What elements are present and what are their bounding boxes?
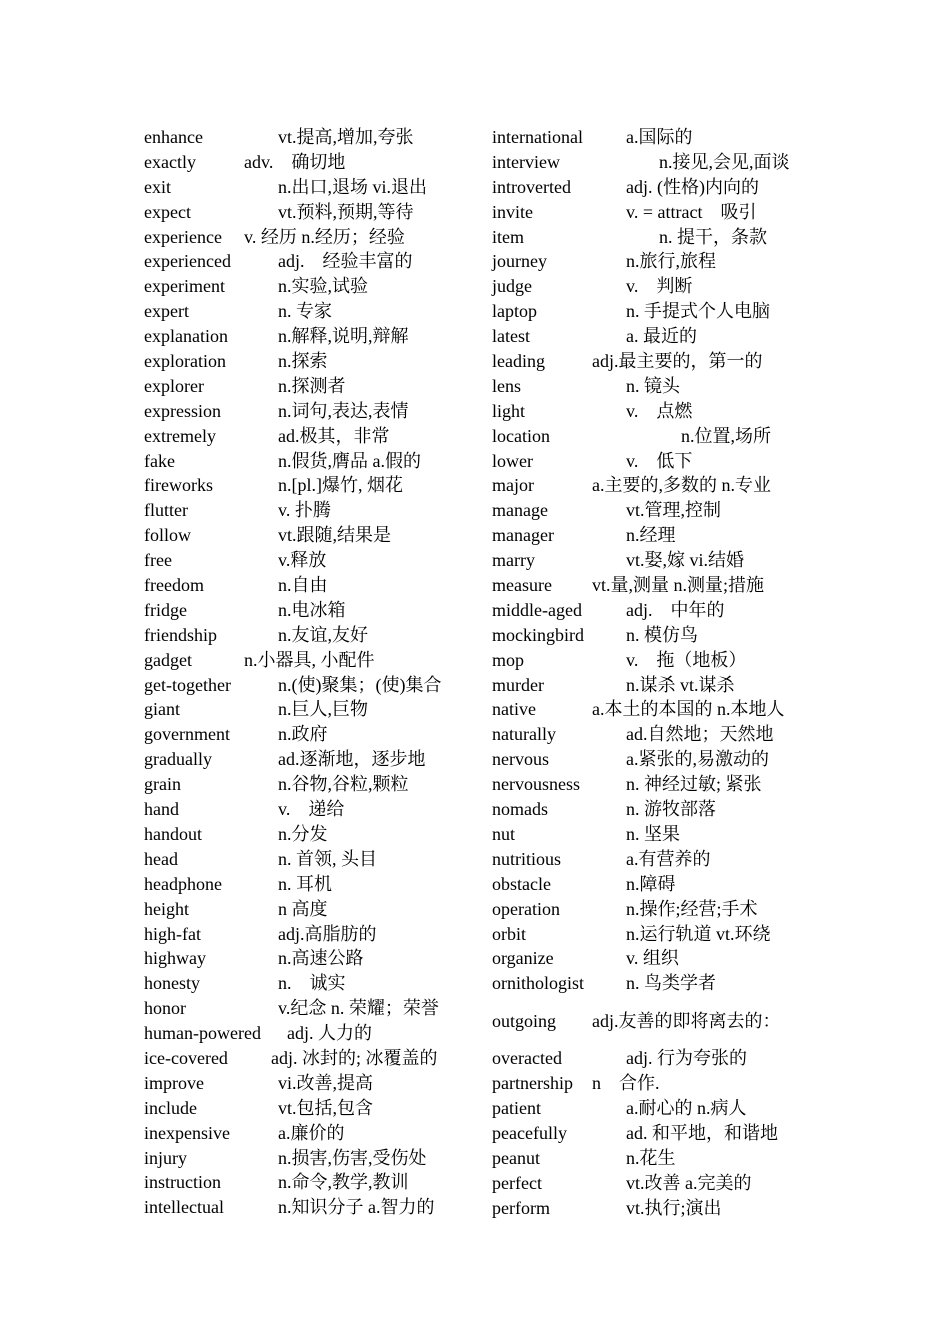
vocab-entry — [144, 946, 464, 971]
entry-definition: n.解释,说明,辩解 — [278, 326, 409, 347]
entry-definition: n.命令,教学,教训 — [278, 1172, 409, 1193]
vocab-entry — [144, 249, 464, 274]
entry-word: honor — [144, 998, 186, 1019]
entry-word: handout — [144, 823, 202, 844]
entry-word: native — [492, 699, 536, 720]
entry-word: lens — [492, 375, 521, 396]
entry-definition: n.友谊,友好 — [278, 624, 368, 645]
entry-definition: v. 扑腾 — [278, 500, 331, 521]
entry-word: judge — [492, 276, 532, 297]
vocab-entry — [144, 399, 464, 424]
entry-definition: n. 神经过敏; 紧张 — [626, 774, 762, 795]
entry-definition: vt.跟随,结果是 — [278, 525, 392, 546]
vocab-entry — [144, 996, 464, 1021]
vocab-entry — [492, 349, 812, 374]
entry-word: light — [492, 400, 526, 421]
entry-word: international — [492, 127, 583, 147]
entry-definition: n. 模仿鸟 — [626, 624, 698, 645]
entry-word: hand — [144, 799, 179, 820]
entry-definition: n.花生 — [626, 1147, 676, 1168]
vocab-entry — [144, 424, 464, 449]
entry-word: grain — [144, 774, 181, 795]
vocab-entry — [492, 200, 812, 225]
entry-definition: vt.包括,包含 — [278, 1097, 374, 1118]
entry-definition: n.巨人,巨物 — [278, 699, 368, 720]
entry-word: explanation — [144, 326, 228, 347]
vocab-entry — [144, 150, 464, 175]
vocab-entry — [144, 473, 464, 498]
vocab-entry — [492, 797, 812, 822]
vocab-entry — [492, 473, 812, 498]
vocab-entry — [492, 1121, 812, 1146]
entry-definition: n.自由 — [278, 575, 328, 596]
vocab-entry — [492, 971, 812, 996]
vocab-entry — [144, 498, 464, 523]
vocab-entry — [492, 125, 812, 150]
entry-definition: n.出口,退场 vi.退出 — [278, 176, 428, 197]
vocab-entry — [492, 1146, 812, 1171]
vocab-entry — [492, 1071, 812, 1096]
vocab-entry — [492, 747, 812, 772]
vocab-entry — [492, 822, 812, 847]
entry-definition: n. 鸟类学者 — [626, 973, 716, 994]
vocab-entry — [144, 1170, 464, 1195]
entry-word: expect — [144, 201, 191, 222]
entry-definition: n.探索 — [278, 351, 328, 372]
entry-word: exit — [144, 176, 171, 197]
entry-definition: adj. 经验丰富的 — [278, 251, 413, 272]
entry-word: nomads — [492, 799, 548, 820]
entry-word: friendship — [144, 624, 217, 645]
vocab-entry — [144, 747, 464, 772]
entry-definition: vt.管理,控制 — [626, 500, 722, 521]
vocab-entry — [144, 1046, 464, 1071]
entry-definition: n 高度 — [278, 898, 328, 919]
entry-word: experiment — [144, 276, 225, 297]
entry-word: free — [144, 550, 172, 571]
entry-definition: vt.提高,增加,夸张 — [278, 127, 414, 147]
entry-word: include — [144, 1097, 197, 1118]
entry-definition: adj. (性格)内向的 — [626, 176, 759, 197]
entry-definition: ad.极其，非常 — [278, 425, 390, 446]
entry-word: explorer — [144, 375, 204, 396]
vocab-entry — [492, 1046, 812, 1071]
vocab-entry — [144, 274, 464, 299]
entry-word: location — [492, 425, 550, 446]
entry-definition: n.操作;经营;手术 — [626, 898, 758, 919]
entry-definition: adj. 行为夸张的 — [626, 1048, 747, 1069]
vocab-entry — [492, 523, 812, 548]
entry-definition: n.接见,会见,面谈 — [659, 151, 790, 172]
vocab-entry — [492, 1196, 812, 1221]
entry-word: nut — [492, 823, 516, 844]
vocab-entry — [144, 200, 464, 225]
entry-definition: n. 坚果 — [626, 823, 680, 844]
entry-word: government — [144, 724, 230, 745]
entry-definition: n. 提干，条款 — [659, 226, 767, 247]
entry-word: mockingbird — [492, 624, 584, 645]
entry-word: highway — [144, 948, 206, 969]
entry-word: latest — [492, 326, 530, 347]
entry-definition: n.假货,膺品 a.假的 — [278, 450, 421, 471]
entry-word: human-powered — [144, 1023, 261, 1044]
entry-word: instruction — [144, 1172, 221, 1193]
entry-definition: vt.量,测量 n.测量;措施 — [592, 575, 765, 596]
entry-definition: n.政府 — [278, 724, 328, 745]
entry-word: get-together — [144, 674, 231, 695]
vocab-entry — [144, 697, 464, 722]
vocab-entry — [492, 399, 812, 424]
entry-definition: v.释放 — [278, 550, 327, 571]
vocab-entry — [144, 922, 464, 947]
entry-definition: adj.最主要的，第一的 — [592, 351, 763, 372]
entry-definition: adv. 确切地 — [244, 151, 346, 172]
entry-definition: n.损害,伤害,受伤处 — [278, 1147, 427, 1168]
entry-word: improve — [144, 1072, 204, 1093]
vocab-entry — [144, 897, 464, 922]
entry-word: expert — [144, 301, 189, 322]
entry-word: outgoing — [492, 1011, 557, 1032]
entry-word: middle-aged — [492, 599, 582, 620]
entry-definition: a.有营养的 — [626, 848, 711, 869]
vocab-entry — [492, 996, 812, 1046]
entry-definition: n.高速公路 — [278, 948, 364, 969]
entry-definition: a.廉价的 — [278, 1122, 345, 1143]
entry-definition: a.主要的,多数的 n.专业 — [592, 475, 771, 496]
vocab-entry — [492, 623, 812, 648]
entry-word: exploration — [144, 351, 226, 372]
vocab-entry — [492, 150, 812, 175]
entry-word: partnership — [492, 1073, 573, 1094]
entry-word: manage — [492, 500, 548, 521]
vocab-entry — [144, 299, 464, 324]
entry-definition: v. 拖（地板） — [626, 649, 747, 670]
entry-definition: n.分发 — [278, 823, 328, 844]
entry-word: freedom — [144, 575, 204, 596]
entry-word: manager — [492, 525, 554, 546]
vocab-entry — [492, 249, 812, 274]
entry-word: leading — [492, 351, 545, 372]
vocab-entry — [144, 847, 464, 872]
entry-word: fridge — [144, 599, 187, 620]
entry-definition: adj. 冰封的; 冰覆盖的 — [271, 1047, 438, 1068]
vocab-entry — [492, 175, 812, 200]
entry-definition: n.小器具, 小配件 — [244, 649, 375, 670]
vocab-entry — [144, 971, 464, 996]
vocab-entry — [492, 573, 812, 598]
entry-definition: n.(使)聚集；(使)集合 — [278, 674, 442, 695]
entry-word: headphone — [144, 873, 222, 894]
vocab-entry — [492, 1171, 812, 1196]
vocab-entry — [144, 349, 464, 374]
entry-definition: n.经理 — [626, 525, 676, 546]
vocab-entry — [144, 573, 464, 598]
entry-word: ice-covered — [144, 1047, 228, 1068]
entry-definition: vt.改善 a.完美的 — [626, 1172, 752, 1193]
vocab-entry — [492, 1096, 812, 1121]
entry-word: operation — [492, 898, 560, 919]
vocab-entry — [144, 822, 464, 847]
vocab-entry — [144, 175, 464, 200]
vocab-entry — [144, 374, 464, 399]
entry-definition: a. 最近的 — [626, 326, 697, 347]
vocab-entry — [144, 324, 464, 349]
vocab-entry — [144, 872, 464, 897]
vocab-entry — [492, 648, 812, 673]
entry-definition: vt.娶,嫁 vi.结婚 — [626, 550, 745, 571]
vocab-entry — [144, 1021, 464, 1046]
entry-definition: n.谷物,谷粒,颗粒 — [278, 774, 409, 795]
vocab-entry — [492, 225, 812, 250]
entry-definition: n.词句,表达,表情 — [278, 400, 409, 421]
entry-word: nervousness — [492, 774, 580, 795]
entry-definition: n.旅行,旅程 — [626, 251, 716, 272]
entry-definition: a.紧张的,易激动的 — [626, 749, 769, 770]
entry-definition: a.本土的本国的 n.本地人 — [592, 699, 785, 720]
vocab-entry — [492, 697, 812, 722]
entry-word: ornithologist — [492, 973, 585, 994]
vocab-entry — [144, 449, 464, 474]
entry-definition: vt.执行;演出 — [626, 1197, 722, 1218]
entry-word: overacted — [492, 1048, 562, 1069]
entry-word: fireworks — [144, 475, 213, 496]
vocab-entry — [144, 648, 464, 673]
entry-definition: ad.自然地；天然地 — [626, 724, 774, 745]
vocab-entry — [144, 598, 464, 623]
entry-word: nervous — [492, 749, 549, 770]
vocab-entry — [144, 623, 464, 648]
entry-definition: a.耐心的 n.病人 — [626, 1097, 747, 1118]
entry-word: fake — [144, 450, 175, 471]
entry-word: obstacle — [492, 873, 551, 894]
entry-definition: n.运行轨道 vt.环绕 — [626, 923, 771, 944]
entry-word: mop — [492, 649, 525, 670]
entry-definition: v. 判断 — [626, 276, 693, 297]
entry-definition: n.[pl.]爆竹, 烟花 — [278, 475, 403, 496]
entry-word: major — [492, 475, 534, 496]
vocab-entry — [144, 225, 464, 250]
vocab-entry — [144, 1096, 464, 1121]
entry-word: height — [144, 898, 189, 919]
entry-word: naturally — [492, 724, 556, 745]
entry-definition: v. 经历 n.经历；经验 — [244, 226, 405, 247]
entry-definition: adj. 中年的 — [626, 599, 725, 620]
entry-word: inexpensive — [144, 1122, 230, 1143]
entry-word: high-fat — [144, 923, 201, 944]
vocab-entry — [144, 1195, 464, 1220]
entry-definition: n. 诚实 — [278, 973, 346, 994]
entry-word: honesty — [144, 973, 200, 994]
entry-word: head — [144, 848, 178, 869]
entry-word: introverted — [492, 176, 571, 197]
entry-word: giant — [144, 699, 180, 720]
entry-word: peanut — [492, 1147, 540, 1168]
entry-definition: vt.预料,预期,等待 — [278, 201, 414, 222]
entry-word: intellectual — [144, 1197, 224, 1218]
entry-word: extremely — [144, 425, 216, 446]
entry-word: exactly — [144, 151, 196, 172]
entry-word: gradually — [144, 749, 212, 770]
vocab-entry — [144, 523, 464, 548]
entry-definition: v. 递给 — [278, 799, 345, 820]
entry-definition: n.位置,场所 — [681, 425, 771, 446]
entry-word: enhance — [144, 127, 203, 147]
vocab-entry — [144, 1121, 464, 1146]
entry-word: nutritious — [492, 848, 562, 869]
vocab-entry — [492, 847, 812, 872]
vocab-entry — [492, 673, 812, 698]
entry-definition: n. 游牧部落 — [626, 799, 716, 820]
entry-word: gadget — [144, 649, 192, 670]
entry-word: expression — [144, 400, 221, 421]
entry-definition: n.探测者 — [278, 375, 346, 396]
entry-word: journey — [492, 251, 547, 272]
right-column — [492, 125, 812, 1220]
vocab-entry — [144, 125, 464, 150]
entry-word: laptop — [492, 301, 537, 322]
vocab-entry — [492, 374, 812, 399]
entry-definition: ad.逐渐地，逐步地 — [278, 749, 426, 770]
vocab-entry — [492, 274, 812, 299]
entry-definition: n.知识分子 a.智力的 — [278, 1197, 435, 1218]
entry-word: measure — [492, 575, 552, 596]
entry-word: marry — [492, 550, 535, 571]
entry-word: lower — [492, 450, 533, 471]
entry-word: invite — [492, 201, 533, 222]
entry-definition: n.障碍 — [626, 873, 676, 894]
entry-word: perform — [492, 1197, 550, 1218]
vocab-entry — [492, 324, 812, 349]
entry-word: interview — [492, 151, 560, 172]
vocab-entry — [492, 299, 812, 324]
entry-definition: adj.友善的即将离去的： — [592, 1011, 781, 1032]
vocab-entry — [144, 1146, 464, 1171]
vocab-entry — [492, 872, 812, 897]
vocab-entry — [144, 548, 464, 573]
entry-word: experienced — [144, 251, 231, 272]
vocab-entry — [492, 897, 812, 922]
entry-word: experience — [144, 226, 222, 247]
vocab-entry — [144, 722, 464, 747]
entry-definition: ad. 和平地，和谐地 — [626, 1122, 778, 1143]
entry-definition: n. 镜头 — [626, 375, 680, 396]
entry-definition: n. 耳机 — [278, 873, 332, 894]
entry-word: organize — [492, 948, 554, 969]
entry-definition: adj. 人力的 — [287, 1023, 372, 1044]
vocab-entry — [144, 1071, 464, 1096]
vocab-entry — [492, 598, 812, 623]
entry-word: peacefully — [492, 1122, 567, 1143]
vocab-entry — [144, 673, 464, 698]
entry-word: item — [492, 226, 524, 247]
entry-definition: v. 组织 — [626, 948, 679, 969]
vocab-entry — [144, 772, 464, 797]
vocab-entry — [492, 449, 812, 474]
entry-definition: n. 专家 — [278, 301, 332, 322]
entry-definition: n. 手提式个人电脑 — [626, 301, 770, 322]
entry-definition: v. 低下 — [626, 450, 693, 471]
entry-definition: vi.改善,提高 — [278, 1072, 374, 1093]
left-column — [144, 125, 464, 1220]
entry-definition: a.国际的 — [626, 127, 693, 147]
vocab-entry — [492, 922, 812, 947]
entry-definition: v. 点燃 — [626, 400, 693, 421]
vocab-entry — [492, 946, 812, 971]
entry-word: injury — [144, 1147, 187, 1168]
entry-word: flutter — [144, 500, 188, 521]
entry-definition: v.纪念 n. 荣耀；荣誉 — [278, 998, 439, 1019]
vocab-entry — [492, 498, 812, 523]
entry-definition: n 合作. — [592, 1073, 660, 1094]
entry-word: murder — [492, 674, 544, 695]
entry-word: orbit — [492, 923, 526, 944]
vocab-entry — [492, 772, 812, 797]
entry-definition: v. = attract 吸引 — [626, 201, 757, 222]
entry-definition: n.谋杀 vt.谋杀 — [626, 674, 735, 695]
vocab-entry — [144, 797, 464, 822]
entry-definition: n. 首领, 头目 — [278, 848, 377, 869]
entry-definition: adj.高脂肪的 — [278, 923, 377, 944]
vocab-entry — [492, 424, 812, 449]
entry-definition: n.实验,试验 — [278, 276, 368, 297]
entry-word: perfect — [492, 1172, 542, 1193]
vocab-entry — [492, 548, 812, 573]
entry-definition: n.电冰箱 — [278, 599, 346, 620]
vocab-entry — [492, 722, 812, 747]
entry-word: follow — [144, 525, 191, 546]
entry-word: patient — [492, 1097, 541, 1118]
